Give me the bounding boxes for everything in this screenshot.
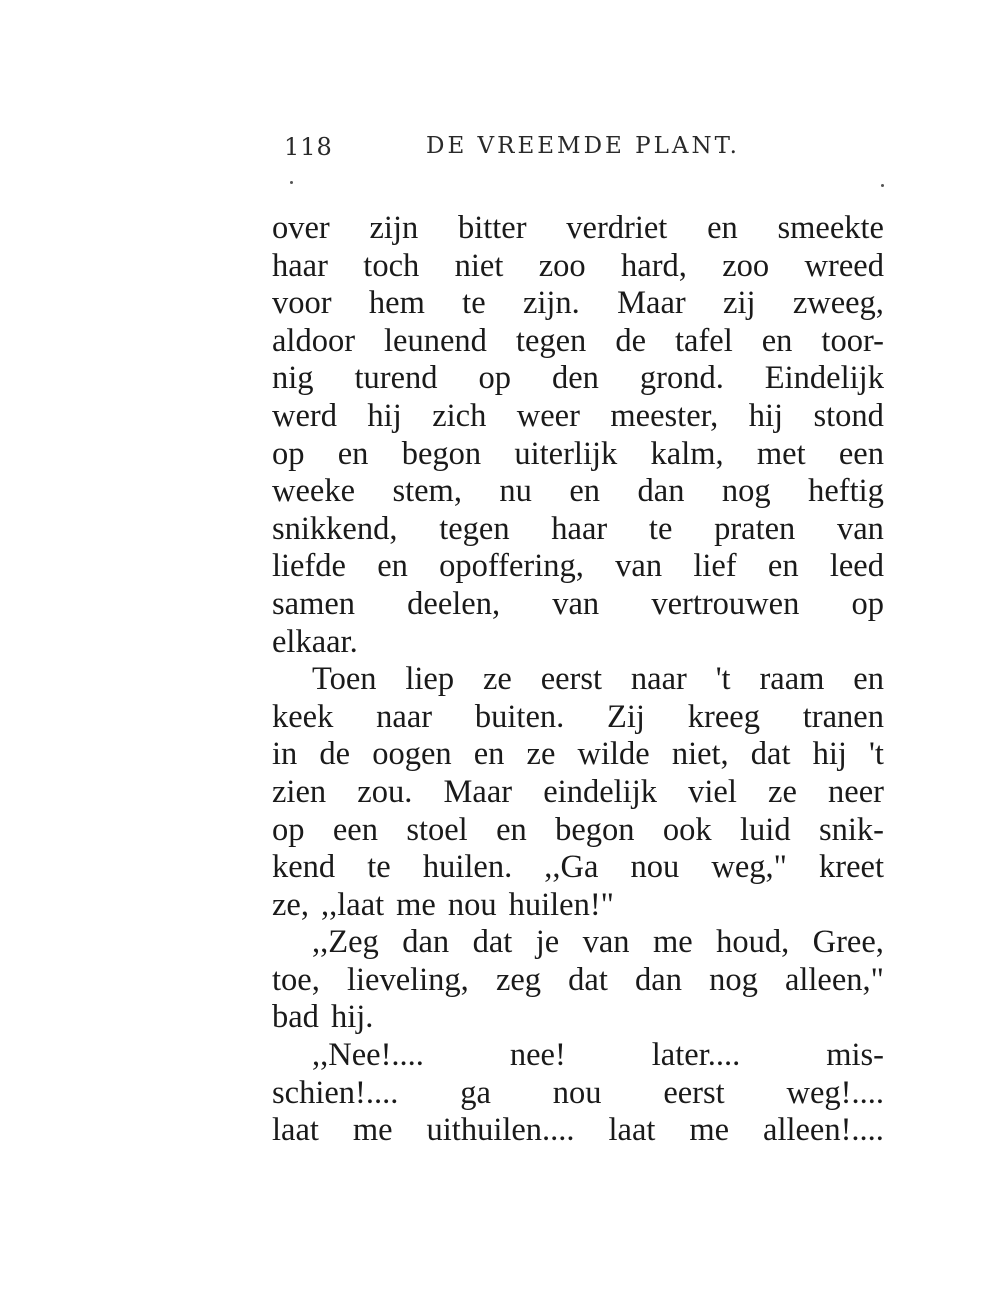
word: niet, (671, 736, 729, 773)
word: te (648, 510, 673, 547)
speck-left (290, 181, 293, 184)
word: op (272, 435, 305, 472)
word: haar (272, 247, 328, 284)
word: me (689, 1112, 730, 1149)
word: den (551, 360, 599, 397)
word: Gree, (812, 924, 884, 961)
word: en (761, 322, 793, 359)
word: laat (608, 1112, 656, 1149)
word: me (652, 924, 693, 961)
word: raam (759, 661, 825, 698)
word: lieveling, (346, 961, 469, 998)
word: lief (693, 548, 737, 585)
word: stoel (406, 811, 468, 848)
word: alleen," (784, 961, 884, 998)
text-line (272, 210, 884, 248)
word: eindelijk (543, 773, 657, 810)
word: bitter (457, 210, 527, 246)
word: begon (401, 435, 482, 472)
word: en (767, 548, 799, 585)
word: een (838, 435, 884, 472)
word: meester, (610, 397, 719, 434)
word: nou (552, 1074, 602, 1111)
word: deelen, (407, 585, 501, 622)
word: toe, (272, 961, 320, 998)
word: zijn (369, 210, 419, 246)
text-line (272, 1112, 884, 1150)
word: op (851, 585, 884, 622)
word: alleen!.... (763, 1112, 884, 1149)
word: je (535, 924, 560, 961)
word: nou (630, 849, 680, 886)
word: toch (363, 247, 420, 284)
text-line (272, 849, 884, 887)
text-line (272, 360, 884, 398)
word: van (582, 924, 630, 961)
word: turend (354, 360, 438, 397)
word: verdriet (566, 210, 668, 246)
text-line (272, 473, 884, 511)
word: grond. (639, 360, 724, 397)
word: praten (714, 510, 796, 547)
word: hij (367, 397, 402, 434)
word: de (615, 322, 646, 359)
word: ,,Nee!.... (312, 1037, 424, 1074)
word: snik- (818, 811, 884, 848)
text-line (272, 285, 884, 323)
word: me (396, 886, 436, 923)
word: in (272, 736, 298, 773)
text-line (272, 398, 884, 436)
word: en (707, 210, 738, 246)
word: leed (829, 548, 884, 585)
word: Eindelijk (764, 360, 884, 397)
word: zij (723, 285, 756, 322)
word: op (272, 811, 305, 848)
text-line (272, 924, 884, 962)
word: ,,Ga (544, 849, 599, 886)
text-line (272, 323, 884, 361)
text-line (272, 548, 884, 586)
word: voor (272, 285, 332, 322)
word: kreet (819, 849, 884, 886)
word: hem (368, 285, 425, 322)
word: kend (272, 849, 336, 886)
word: samen (272, 585, 356, 622)
word: weg," (711, 849, 787, 886)
word: ook (662, 811, 712, 848)
word: op (478, 360, 511, 397)
word: Maar (443, 773, 513, 810)
word: liefde (272, 548, 346, 585)
word: zich (432, 397, 487, 434)
text-line (272, 699, 884, 737)
word: zoo (538, 247, 586, 284)
text-line (272, 962, 884, 1000)
speck-right (881, 184, 884, 187)
word: werd (272, 397, 337, 434)
word: 't (715, 661, 731, 698)
word: keek (272, 698, 334, 735)
text-line (272, 661, 884, 699)
word: weer (516, 397, 580, 434)
word: leunend (384, 322, 487, 359)
word: wreed (804, 247, 884, 284)
word: en (853, 661, 884, 698)
word: dan (637, 473, 685, 510)
word: naar (376, 698, 433, 735)
word: niet (454, 247, 504, 284)
word: zeg (495, 961, 542, 998)
word: dat (568, 961, 608, 998)
word: ga (460, 1074, 491, 1111)
text-line (272, 999, 884, 1037)
word: ,,laat (320, 886, 385, 923)
word: 't (869, 736, 884, 773)
text-line (272, 436, 884, 474)
word: smeekte (777, 210, 884, 246)
word: dan (402, 924, 450, 961)
body-text (272, 210, 884, 1150)
word: stond (813, 397, 884, 434)
word: kreeg (687, 698, 760, 735)
word: houd, (716, 924, 790, 961)
word: nog (709, 961, 758, 998)
word: vertrouwen (651, 585, 800, 622)
word: uithuilen.... (426, 1112, 575, 1149)
word: eerst (663, 1074, 725, 1111)
word: huilen!" (508, 886, 614, 923)
word: van (552, 585, 600, 622)
word: naar (630, 661, 687, 698)
text-line (272, 1037, 884, 1075)
word: stem, (392, 473, 462, 510)
word: huilen. (422, 849, 513, 886)
word: Toen (312, 661, 377, 698)
word: buiten. (474, 698, 565, 735)
word: tegen (515, 322, 587, 359)
word: wilde (577, 736, 650, 773)
word: nog (721, 473, 771, 510)
word: nig (272, 360, 314, 397)
word: weg!.... (786, 1074, 884, 1111)
word: ze, (272, 886, 309, 923)
text-line (272, 248, 884, 286)
word: hij. (330, 999, 374, 1036)
word: zien (272, 773, 327, 810)
text-line (272, 736, 884, 774)
word: dat (750, 736, 791, 773)
word: zweeg, (792, 285, 884, 322)
word: ,,Zeg (312, 924, 379, 961)
word: dan (635, 961, 682, 998)
word: Maar (617, 285, 686, 322)
word: over (272, 210, 330, 246)
word: me (352, 1112, 393, 1149)
word: Zij (607, 698, 645, 735)
word: later.... (651, 1037, 741, 1074)
word: met (756, 435, 806, 472)
word: luid (740, 811, 791, 848)
word: te (462, 285, 486, 322)
word: weeke (272, 473, 355, 510)
word: snikkend, (272, 510, 398, 547)
word: schien!.... (272, 1074, 399, 1111)
page-number: 118 (284, 133, 333, 161)
word: hij (812, 736, 847, 773)
word: aldoor (272, 322, 356, 359)
word: van (837, 510, 884, 547)
word: ze (768, 773, 797, 810)
word: liep (405, 661, 455, 698)
word: mis- (826, 1037, 884, 1074)
text-line (272, 774, 884, 812)
word: eerst (540, 661, 603, 698)
text-line (272, 586, 884, 624)
word: zou. (357, 773, 413, 810)
word: tegen (439, 510, 510, 547)
text-line (272, 887, 884, 925)
word: zijn. (522, 285, 580, 322)
running-title: DE VREEMDE PLANT. (426, 133, 740, 159)
text-line (272, 511, 884, 549)
word: neer (828, 773, 884, 810)
word: en (496, 811, 527, 848)
word: ze (482, 661, 512, 698)
word: ze (526, 736, 556, 773)
word: tafel (675, 322, 733, 359)
text-line (272, 812, 884, 850)
word: oogen (372, 736, 452, 773)
word: haar (551, 510, 608, 547)
running-head (284, 133, 744, 163)
word: en (377, 548, 408, 585)
word: een (332, 811, 378, 848)
word: dat (472, 924, 513, 961)
word: en (337, 435, 369, 472)
word: nou (447, 886, 497, 923)
word: elkaar. (272, 623, 358, 660)
word: toor- (821, 322, 884, 359)
word: hij (748, 397, 784, 434)
word: te (367, 849, 391, 886)
word: en (473, 736, 505, 773)
word: de (319, 736, 351, 773)
text-line (272, 624, 884, 662)
word: kalm, (650, 435, 724, 472)
word: zoo (722, 247, 770, 284)
word: bad (272, 999, 319, 1036)
word: heftig (808, 473, 884, 510)
word: laat (272, 1112, 319, 1149)
word: nu (499, 473, 532, 510)
word: tranen (802, 698, 884, 735)
word: begon (555, 811, 635, 848)
word: en (569, 473, 601, 510)
text-line (272, 1075, 884, 1113)
word: opoffering, (439, 548, 584, 585)
word: hard, (621, 247, 687, 284)
word: nee! (509, 1037, 566, 1074)
word: van (615, 548, 663, 585)
word: uiterlijk (514, 435, 618, 472)
word: viel (688, 773, 737, 810)
